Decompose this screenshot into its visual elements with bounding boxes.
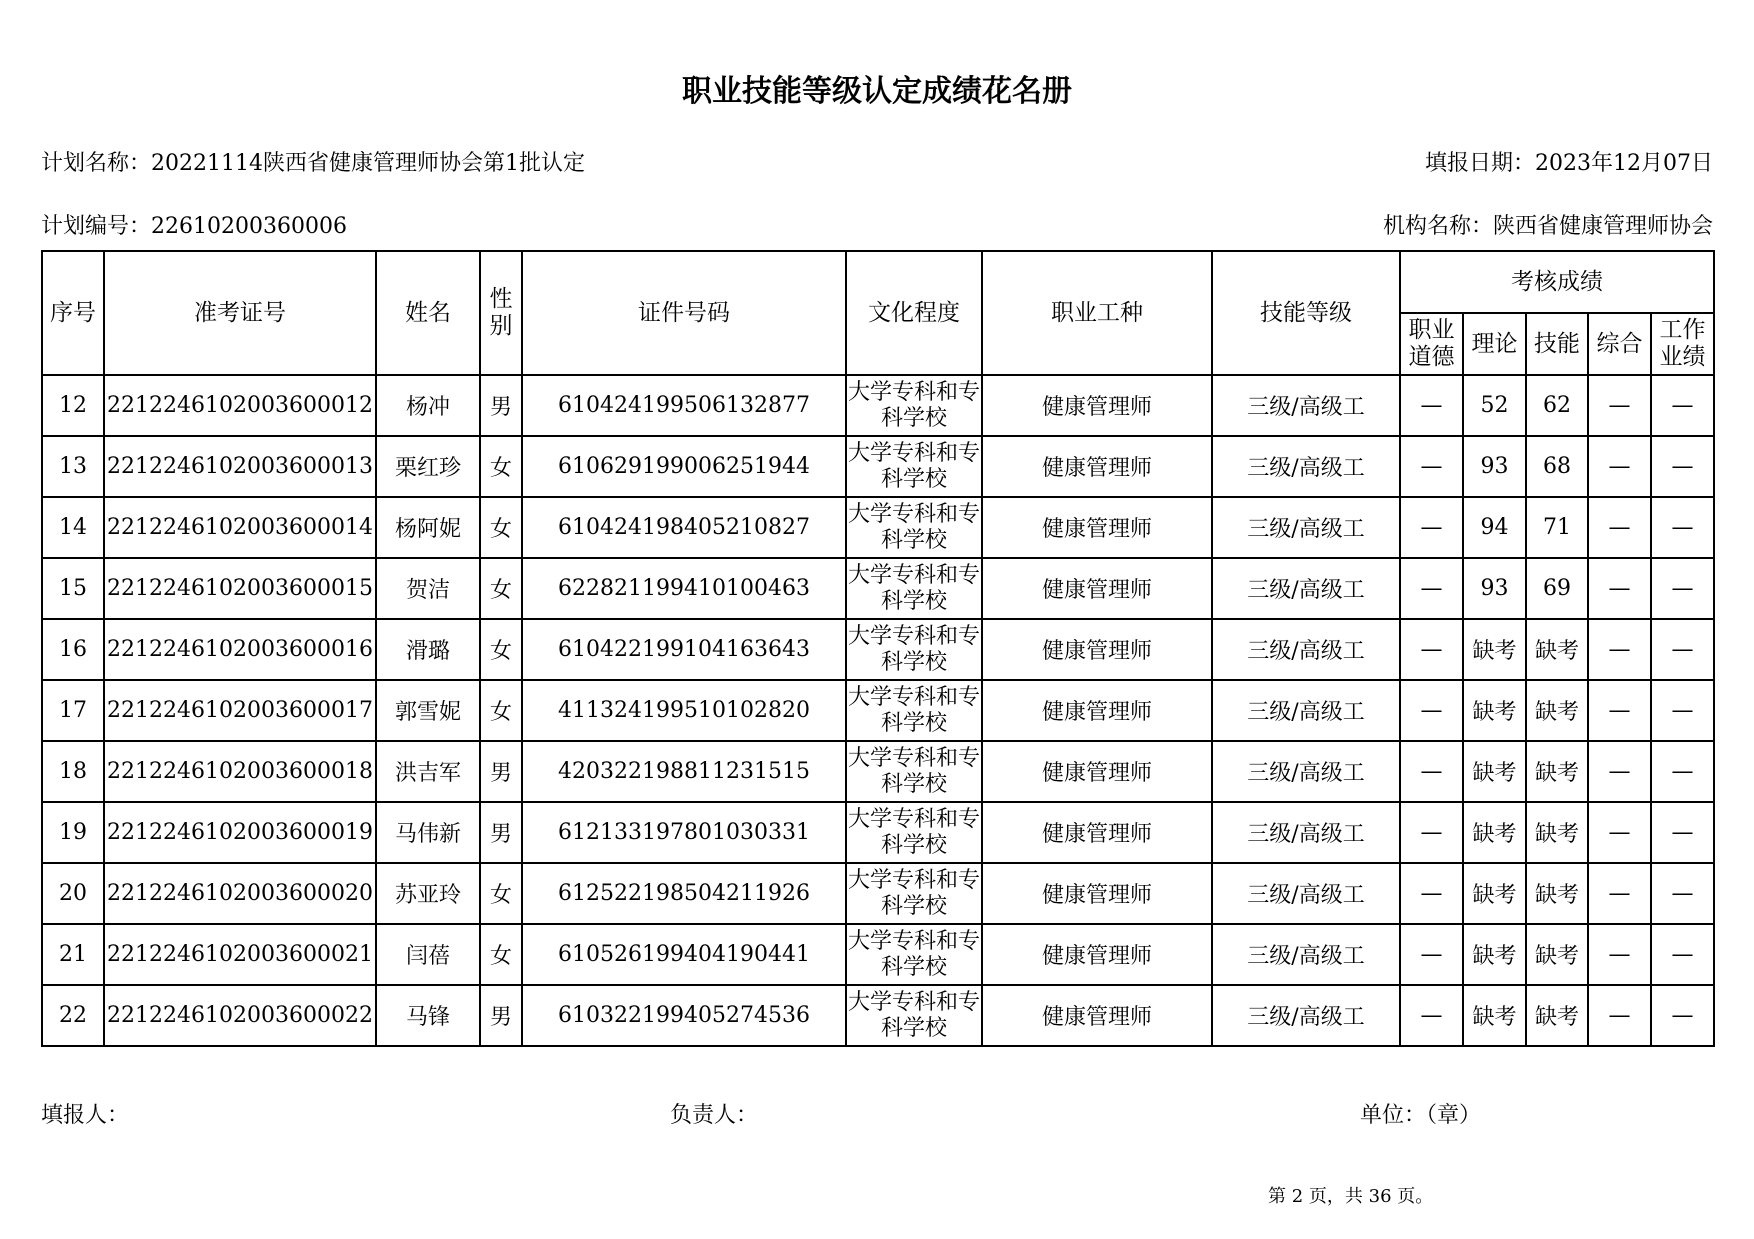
cell-job: 健康管理师	[982, 741, 1212, 802]
cell-ticket: 2212246102003600017	[104, 680, 376, 741]
cell-gender: 女	[480, 863, 522, 924]
cell-ticket: 2212246102003600021	[104, 924, 376, 985]
cell-skill: 68	[1526, 436, 1588, 497]
cell-level: 三级/高级工	[1212, 863, 1400, 924]
cell-name: 杨冲	[376, 375, 480, 436]
cell-id: 411324199510102820	[522, 680, 846, 741]
cell-skill: 缺考	[1526, 619, 1588, 680]
cell-seq: 14	[42, 497, 104, 558]
cell-job: 健康管理师	[982, 375, 1212, 436]
cell-edu: 大学专科和专科学校	[846, 741, 982, 802]
cell-gender: 女	[480, 680, 522, 741]
cell-theory: 缺考	[1463, 985, 1526, 1046]
cell-ethics: —	[1400, 558, 1463, 619]
cell-gender: 女	[480, 497, 522, 558]
cell-overall: —	[1588, 985, 1651, 1046]
cell-id: 610424198405210827	[522, 497, 846, 558]
cell-ethics: —	[1400, 680, 1463, 741]
table-row	[42, 558, 1714, 619]
cell-ticket: 2212246102003600015	[104, 558, 376, 619]
cell-level: 三级/高级工	[1212, 985, 1400, 1046]
cell-theory: 94	[1463, 497, 1526, 558]
cell-skill: 缺考	[1526, 741, 1588, 802]
table-row	[42, 924, 1714, 985]
page-number: 第 2 页，共 36 页。	[1268, 1186, 1434, 1207]
responsible-label: 负责人：	[670, 1103, 759, 1128]
cell-edu: 大学专科和专科学校	[846, 680, 982, 741]
cell-ticket: 2212246102003600016	[104, 619, 376, 680]
header-overall: 综合	[1588, 313, 1651, 375]
cell-ethics: —	[1400, 375, 1463, 436]
cell-theory: 93	[1463, 558, 1526, 619]
cell-edu: 大学专科和专科学校	[846, 985, 982, 1046]
cell-level: 三级/高级工	[1212, 375, 1400, 436]
cell-ticket: 2212246102003600019	[104, 802, 376, 863]
cell-name: 栗红珍	[376, 436, 480, 497]
cell-overall: —	[1588, 924, 1651, 985]
header-ethics-label: 职业道德	[1408, 317, 1455, 370]
header-work-label: 工作业绩	[1659, 317, 1706, 370]
cell-theory: 缺考	[1463, 619, 1526, 680]
cell-work: —	[1651, 924, 1714, 985]
table-row	[42, 741, 1714, 802]
cell-edu: 大学专科和专科学校	[846, 802, 982, 863]
header-id: 证件号码	[522, 251, 846, 375]
cell-seq: 15	[42, 558, 104, 619]
org-name: 机构名称：陕西省健康管理师协会	[1382, 214, 1713, 239]
cell-skill: 缺考	[1526, 924, 1588, 985]
cell-id: 420322198811231515	[522, 741, 846, 802]
header-gender	[480, 251, 522, 375]
cell-seq: 20	[42, 863, 104, 924]
plan-name: 计划名称：20221114陕西省健康管理师协会第1批认定	[41, 151, 585, 176]
cell-gender: 女	[480, 619, 522, 680]
cell-name: 郭雪妮	[376, 680, 480, 741]
cell-id: 610424199506132877	[522, 375, 846, 436]
header-ticket: 准考证号	[104, 251, 376, 375]
cell-skill: 71	[1526, 497, 1588, 558]
cell-seq: 18	[42, 741, 104, 802]
header-edu: 文化程度	[846, 251, 982, 375]
cell-skill: 缺考	[1526, 680, 1588, 741]
header-gender-label: 性别	[489, 286, 513, 339]
cell-work: —	[1651, 497, 1714, 558]
cell-name: 马锋	[376, 985, 480, 1046]
cell-level: 三级/高级工	[1212, 558, 1400, 619]
header-work	[1651, 313, 1714, 375]
cell-gender: 男	[480, 375, 522, 436]
cell-overall: —	[1588, 619, 1651, 680]
cell-gender: 女	[480, 558, 522, 619]
header-row	[42, 251, 1714, 313]
table-row	[42, 802, 1714, 863]
cell-name: 闫蓓	[376, 924, 480, 985]
cell-job: 健康管理师	[982, 558, 1212, 619]
cell-ticket: 2212246102003600014	[104, 497, 376, 558]
cell-gender: 男	[480, 985, 522, 1046]
table-row	[42, 375, 1714, 436]
cell-ethics: —	[1400, 741, 1463, 802]
cell-seq: 13	[42, 436, 104, 497]
cell-job: 健康管理师	[982, 924, 1212, 985]
cell-theory: 93	[1463, 436, 1526, 497]
cell-job: 健康管理师	[982, 619, 1212, 680]
cell-id: 612522198504211926	[522, 863, 846, 924]
cell-seq: 16	[42, 619, 104, 680]
table-row	[42, 680, 1714, 741]
cell-edu: 大学专科和专科学校	[846, 375, 982, 436]
cell-id: 610322199405274536	[522, 985, 846, 1046]
cell-edu: 大学专科和专科学校	[846, 558, 982, 619]
cell-theory: 缺考	[1463, 863, 1526, 924]
cell-ticket: 2212246102003600022	[104, 985, 376, 1046]
page-title: 职业技能等级认定成绩花名册	[682, 74, 1072, 109]
cell-ethics: —	[1400, 619, 1463, 680]
roster-body	[42, 375, 1714, 1046]
cell-theory: 缺考	[1463, 680, 1526, 741]
cell-edu: 大学专科和专科学校	[846, 863, 982, 924]
cell-skill: 缺考	[1526, 863, 1588, 924]
cell-work: —	[1651, 375, 1714, 436]
cell-seq: 21	[42, 924, 104, 985]
cell-overall: —	[1588, 863, 1651, 924]
cell-overall: —	[1588, 741, 1651, 802]
cell-job: 健康管理师	[982, 680, 1212, 741]
cell-job: 健康管理师	[982, 985, 1212, 1046]
cell-job: 健康管理师	[982, 497, 1212, 558]
cell-work: —	[1651, 558, 1714, 619]
cell-skill: 缺考	[1526, 985, 1588, 1046]
cell-job: 健康管理师	[982, 802, 1212, 863]
cell-edu: 大学专科和专科学校	[846, 924, 982, 985]
cell-name: 马伟新	[376, 802, 480, 863]
table-row	[42, 497, 1714, 558]
table-row	[42, 985, 1714, 1046]
cell-skill: 缺考	[1526, 802, 1588, 863]
cell-level: 三级/高级工	[1212, 924, 1400, 985]
cell-ethics: —	[1400, 436, 1463, 497]
cell-ethics: —	[1400, 924, 1463, 985]
cell-work: —	[1651, 741, 1714, 802]
cell-ethics: —	[1400, 802, 1463, 863]
cell-ethics: —	[1400, 985, 1463, 1046]
cell-theory: 52	[1463, 375, 1526, 436]
cell-gender: 男	[480, 802, 522, 863]
table-row	[42, 436, 1714, 497]
cell-skill: 62	[1526, 375, 1588, 436]
cell-seq: 12	[42, 375, 104, 436]
cell-job: 健康管理师	[982, 436, 1212, 497]
plan-number: 计划编号：22610200360006	[41, 214, 347, 239]
header-skill: 技能	[1526, 313, 1588, 375]
cell-overall: —	[1588, 680, 1651, 741]
cell-work: —	[1651, 680, 1714, 741]
header-name: 姓名	[376, 251, 480, 375]
cell-gender: 男	[480, 741, 522, 802]
cell-level: 三级/高级工	[1212, 436, 1400, 497]
cell-ethics: —	[1400, 863, 1463, 924]
cell-ticket: 2212246102003600013	[104, 436, 376, 497]
cell-ticket: 2212246102003600020	[104, 863, 376, 924]
cell-name: 滑璐	[376, 619, 480, 680]
cell-id: 610629199006251944	[522, 436, 846, 497]
header-level: 技能等级	[1212, 251, 1400, 375]
cell-ticket: 2212246102003600012	[104, 375, 376, 436]
cell-level: 三级/高级工	[1212, 680, 1400, 741]
cell-name: 苏亚玲	[376, 863, 480, 924]
cell-name: 杨阿妮	[376, 497, 480, 558]
cell-level: 三级/高级工	[1212, 619, 1400, 680]
cell-theory: 缺考	[1463, 802, 1526, 863]
cell-skill: 69	[1526, 558, 1588, 619]
cell-seq: 19	[42, 802, 104, 863]
cell-level: 三级/高级工	[1212, 802, 1400, 863]
table-row	[42, 619, 1714, 680]
header-seq: 序号	[42, 251, 104, 375]
cell-work: —	[1651, 863, 1714, 924]
table-row	[42, 863, 1714, 924]
cell-edu: 大学专科和专科学校	[846, 436, 982, 497]
cell-id: 610526199404190441	[522, 924, 846, 985]
cell-id: 612133197801030331	[522, 802, 846, 863]
cell-seq: 17	[42, 680, 104, 741]
header-job: 职业工种	[982, 251, 1212, 375]
cell-gender: 女	[480, 436, 522, 497]
cell-level: 三级/高级工	[1212, 741, 1400, 802]
cell-edu: 大学专科和专科学校	[846, 497, 982, 558]
cell-overall: —	[1588, 436, 1651, 497]
header-scores: 考核成绩	[1400, 251, 1714, 313]
cell-name: 贺洁	[376, 558, 480, 619]
cell-overall: —	[1588, 802, 1651, 863]
cell-overall: —	[1588, 375, 1651, 436]
cell-work: —	[1651, 436, 1714, 497]
unit-label: 单位：（章）	[1360, 1103, 1482, 1128]
cell-id: 610422199104163643	[522, 619, 846, 680]
cell-overall: —	[1588, 497, 1651, 558]
cell-work: —	[1651, 619, 1714, 680]
header-ethics	[1400, 313, 1463, 375]
cell-seq: 22	[42, 985, 104, 1046]
cell-overall: —	[1588, 558, 1651, 619]
cell-ticket: 2212246102003600018	[104, 741, 376, 802]
cell-work: —	[1651, 802, 1714, 863]
cell-level: 三级/高级工	[1212, 497, 1400, 558]
cell-ethics: —	[1400, 497, 1463, 558]
fill-date: 填报日期：2023年12月07日	[1425, 151, 1713, 176]
cell-gender: 女	[480, 924, 522, 985]
cell-job: 健康管理师	[982, 863, 1212, 924]
score-roster-table	[41, 250, 1715, 1047]
cell-name: 洪吉军	[376, 741, 480, 802]
cell-theory: 缺考	[1463, 741, 1526, 802]
cell-id: 622821199410100463	[522, 558, 846, 619]
cell-work: —	[1651, 985, 1714, 1046]
cell-theory: 缺考	[1463, 924, 1526, 985]
filler-label: 填报人：	[41, 1103, 130, 1128]
header-theory: 理论	[1463, 313, 1526, 375]
cell-edu: 大学专科和专科学校	[846, 619, 982, 680]
